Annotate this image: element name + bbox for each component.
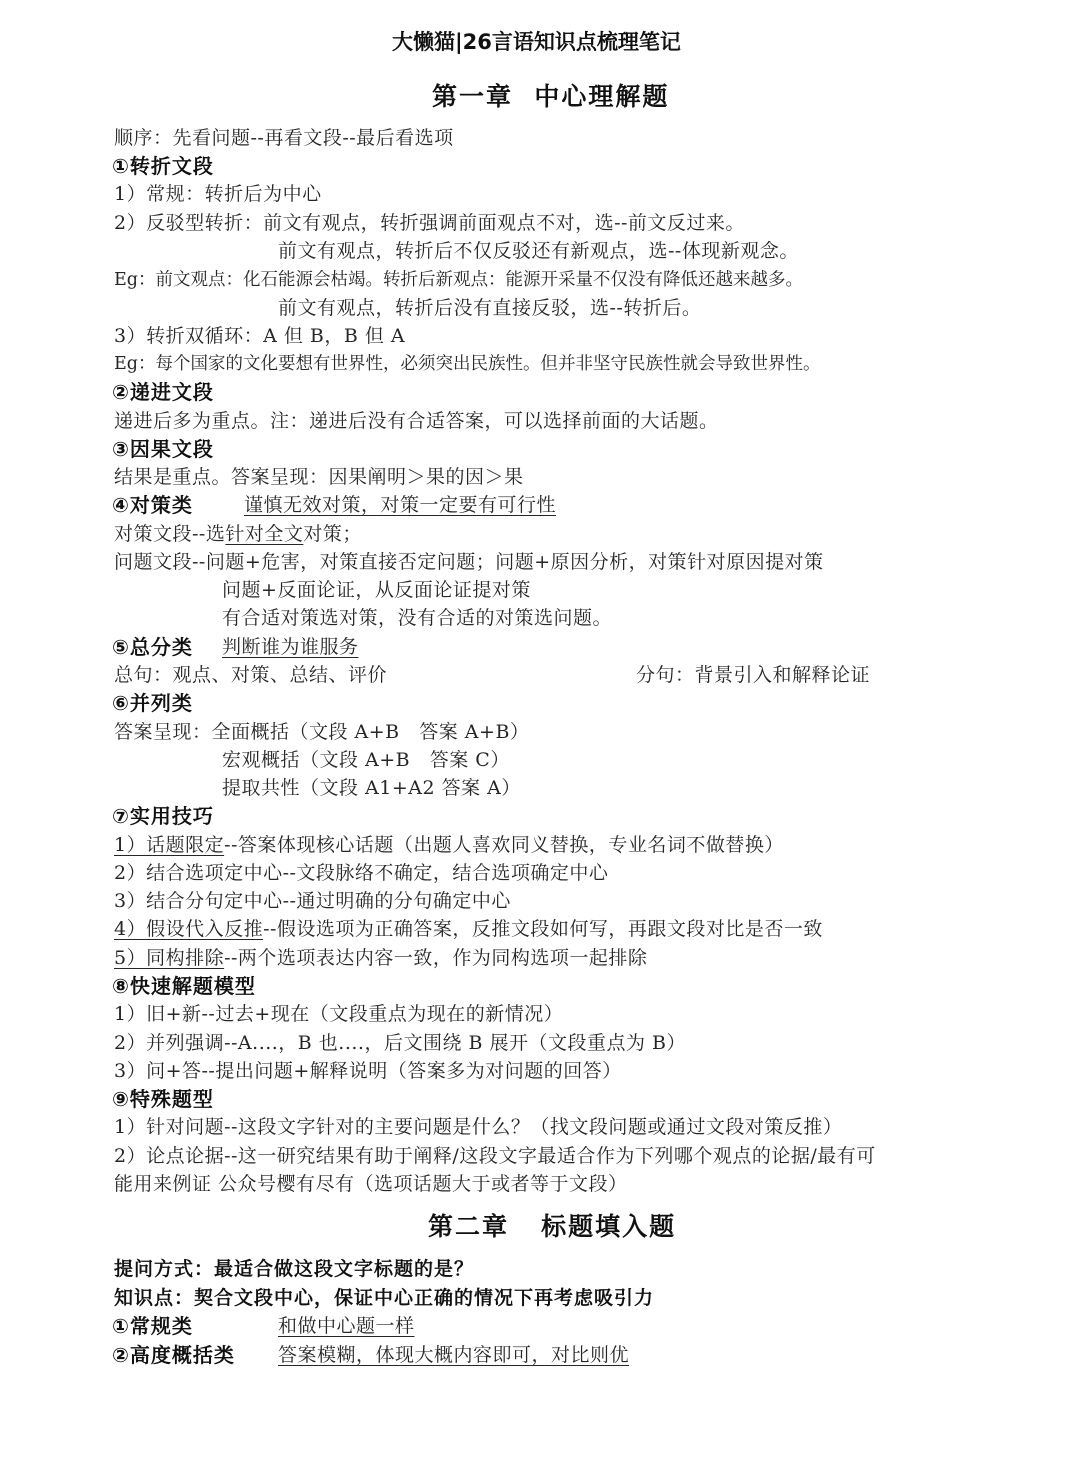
s6-line-3: 提取共性（文段 A1+A2 答案 A） — [222, 777, 521, 799]
s7-line-1-rest: --答案体现核心话题（出题人喜欢同义替换，专业名词不做替换） — [224, 834, 784, 856]
section-2-title: ②递进文段 — [112, 380, 214, 404]
s4-line-2: 问题文段--问题+危害，对策直接否定问题；问题+原因分析，对策针对原因提对策 — [114, 551, 824, 573]
ch2-category-1-title: ①常规类 — [112, 1314, 193, 1338]
chapter-1-title: 第一章 中心理解题 — [432, 82, 670, 111]
s3-line-1: 结果是重点。答案呈现：因果阐明＞果的因＞果 — [114, 466, 524, 488]
section-9-title: ⑨特殊题型 — [112, 1087, 214, 1111]
ch2-category-2-note: 答案模糊，体现大概内容即可，对比则优 — [278, 1344, 630, 1366]
s7-line-5-rest: --两个选项表达内容一致，作为同构选项一起排除 — [224, 947, 648, 969]
s7-line-2: 2）结合选项定中心--文段脉络不确定，结合选项确定中心 — [114, 862, 609, 884]
s4-line-1-a: 对策文段--选 — [114, 523, 226, 545]
s8-line-3: 3）问+答--提出问题+解释说明（答案多为对问题的回答） — [114, 1060, 622, 1082]
s1-line-2: 2）反驳型转折：前文有观点，转折强调前面观点不对，选--前文反过来。 — [114, 212, 745, 234]
section-8-title: ⑧快速解题模型 — [112, 974, 256, 998]
s8-line-1: 1）旧+新--过去+现在（文段重点为现在的新情况） — [114, 1003, 564, 1025]
s7-line-4-rest: --假设选项为正确答案，反推文段如何写，再跟文段对比是否一致 — [263, 918, 823, 940]
s4-line-1-c: 对策； — [303, 523, 362, 545]
section-5-title: ⑤总分类 — [112, 635, 193, 659]
section-7-title: ⑦实用技巧 — [112, 804, 214, 828]
s7-line-3: 3）结合分句定中心--通过明确的分句确定中心 — [114, 890, 511, 912]
section-6-title: ⑥并列类 — [112, 691, 193, 715]
section-4-title: ④对策类 — [112, 493, 193, 517]
ch2-category-2-title: ②高度概括类 — [112, 1343, 235, 1367]
section-1-title: ①转折文段 — [112, 154, 214, 178]
s1-example-2: Eg：每个国家的文化要想有世界性，必须突出民族性。但并非坚守民族性就会导致世界性。 — [114, 354, 821, 374]
s9-line-2: 2）论点论据--这一研究结果有助于阐释/这段文字最适合作为下列哪个观点的论据/最有可 — [114, 1145, 876, 1167]
s1-line-4: 前文有观点，转折后没有直接反驳，选--转折后。 — [278, 297, 702, 319]
s8-line-2: 2）并列强调--A....，B 也....，后文围绕 B 展开（文段重点为 B） — [114, 1032, 687, 1054]
s6-line-2: 宏观概括（文段 A+B 答案 C） — [222, 749, 510, 771]
document-header: 大懒猫|26言语知识点梳理笔记 — [392, 30, 681, 54]
s4-line-3: 问题+反面论证，从反面论证提对策 — [222, 579, 531, 601]
s7-line-1 — [114, 831, 784, 859]
s2-line-1: 递进后多为重点。注：递进后没有合适答案，可以选择前面的大话题。 — [114, 410, 719, 432]
s1-line-5: 3）转折双循环：A 但 B，B 但 A — [114, 325, 406, 347]
s1-example-1: Eg：前文观点：化石能源会枯竭。转折后新观点：能源开采量不仅没有降低还越来越多。 — [114, 270, 803, 290]
s7-line-4 — [114, 915, 823, 943]
ch2-knowledge-point: 知识点：契合文段中心，保证中心正确的情况下再考虑吸引力 — [114, 1287, 655, 1309]
s4-line-1 — [114, 520, 362, 548]
s5-line-1a: 总句：观点、对策、总结、评价 — [114, 664, 388, 686]
s1-line-1: 1）常规：转折后为中心 — [114, 183, 322, 205]
s9-line-3: 能用来例证 公众号樱有尽有（选项话题大于或者等于文段） — [114, 1173, 628, 1195]
s7-line-5 — [114, 944, 647, 972]
s7-line-1-key: 1）话题限定 — [114, 834, 225, 856]
s7-line-4-key: 4）假设代入反推 — [114, 918, 264, 940]
s7-line-5-key: 5）同构排除 — [114, 947, 225, 969]
section-3-title: ③因果文段 — [112, 437, 214, 461]
s4-line-1-b: 针对全文 — [225, 523, 304, 545]
ch2-question-style: 提问方式：最适合做这段文字标题的是？ — [114, 1258, 475, 1280]
s4-line-4: 有合适对策选对策，没有合适的对策选问题。 — [222, 607, 613, 629]
s1-line-3: 前文有观点，转折后不仅反驳还有新观点，选--体现新观念。 — [278, 240, 799, 262]
ch2-category-1-note: 和做中心题一样 — [278, 1315, 415, 1337]
chapter-2-title: 第二章 标题填入题 — [428, 1212, 677, 1241]
s5-line-1b: 分句：背景引入和解释论证 — [636, 664, 871, 686]
s6-line-1: 答案呈现：全面概括（文段 A+B 答案 A+B） — [114, 721, 530, 743]
order-line: 顺序：先看问题--再看文段--最后看选项 — [114, 127, 454, 149]
s4-note: 谨慎无效对策，对策一定要有可行性 — [244, 494, 557, 516]
s5-note: 判断谁为谁服务 — [222, 636, 359, 658]
s9-line-1: 1）针对问题--这段文字针对的主要问题是什么？（找文段问题或通过文段对策反推） — [114, 1116, 843, 1138]
